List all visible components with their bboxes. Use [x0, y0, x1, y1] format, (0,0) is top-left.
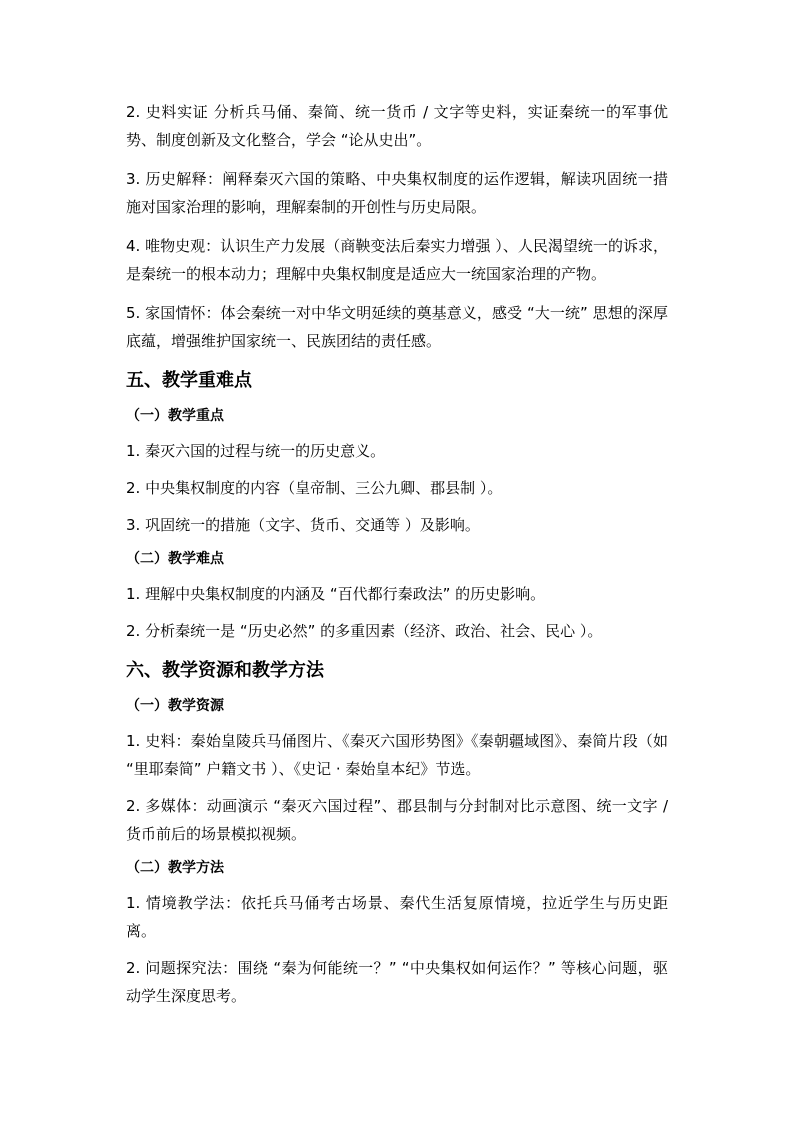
methods-heading: （二）教学方法	[126, 860, 224, 876]
resource-2: 2. 多媒体：动画演示 “秦灭六国过程”、郡县制与分封制对比示意图、统一文字 / 货币前后的场景模拟视频。	[126, 797, 668, 843]
difficult-points-heading: （二）教学难点	[126, 551, 224, 567]
key-point-3: 3. 巩固统一的措施（文字、货币、交通等 ）及影响。	[126, 516, 480, 534]
goal-4: 4. 唯物史观：认识生产力发展（商鞅变法后秦实力增强 ）、人民渴望统一的诉求，是秦统一的根本动力；理解中央集权制度是适应大一统国家治理的产物。	[126, 237, 668, 283]
method-1: 1. 情境教学法：依托兵马俑考古场景、秦代生活复原情境，拉近学生与历史距离。	[126, 894, 668, 940]
key-point-1: 1. 秦灭六国的过程与统一的历史意义。	[126, 442, 386, 460]
goal-2: 2. 史料实证 分析兵马俑、秦简、统一货币 / 文字等史料，实证秦统一的军事优势、制度创新及文化整合，学会 “论从史出”。	[126, 103, 668, 149]
resource-1: 1. 史料：秦始皇陵兵马俑图片、《秦灭六国形势图》《秦朝疆域图》、秦简片段（如 “里耶秦简” 户籍文书 ）、《史记 · 秦始皇本纪》节选。	[126, 732, 668, 778]
method-2: 2. 问题探究法：围绕 “秦为何能统一？” “中央集权如何运作？” 等核心问题，驱动学生深度思考。	[126, 959, 668, 1005]
difficult-point-1: 1. 理解中央集权制度的内涵及 “百代都行秦政法” 的历史影响。	[126, 585, 546, 603]
goal-3: 3. 历史解释：阐释秦灭六国的策略、中央集权制度的运作逻辑，解读巩固统一措施对国家治理的影响，理解秦制的开创性与历史局限。	[126, 170, 668, 216]
section-5-heading: 五、教学重难点	[126, 370, 252, 391]
document-page	[126, 98, 668, 1019]
difficult-point-2: 2. 分析秦统一是 “历史必然” 的多重因素（经济、政治、社会、民心 ）。	[126, 622, 603, 640]
section-6-heading: 六、教学资源和教学方法	[126, 660, 324, 681]
key-point-2: 2. 中央集权制度的内容（皇帝制、三公九卿、郡县制 ）。	[126, 479, 503, 497]
resources-heading: （一）教学资源	[126, 698, 224, 714]
key-points-heading: （一）教学重点	[126, 408, 224, 424]
goal-5: 5. 家国情怀：体会秦统一对中华文明延续的奠基意义，感受 “大一统” 思想的深厚底蕴，增强维护国家统一、民族团结的责任感。	[126, 304, 668, 350]
